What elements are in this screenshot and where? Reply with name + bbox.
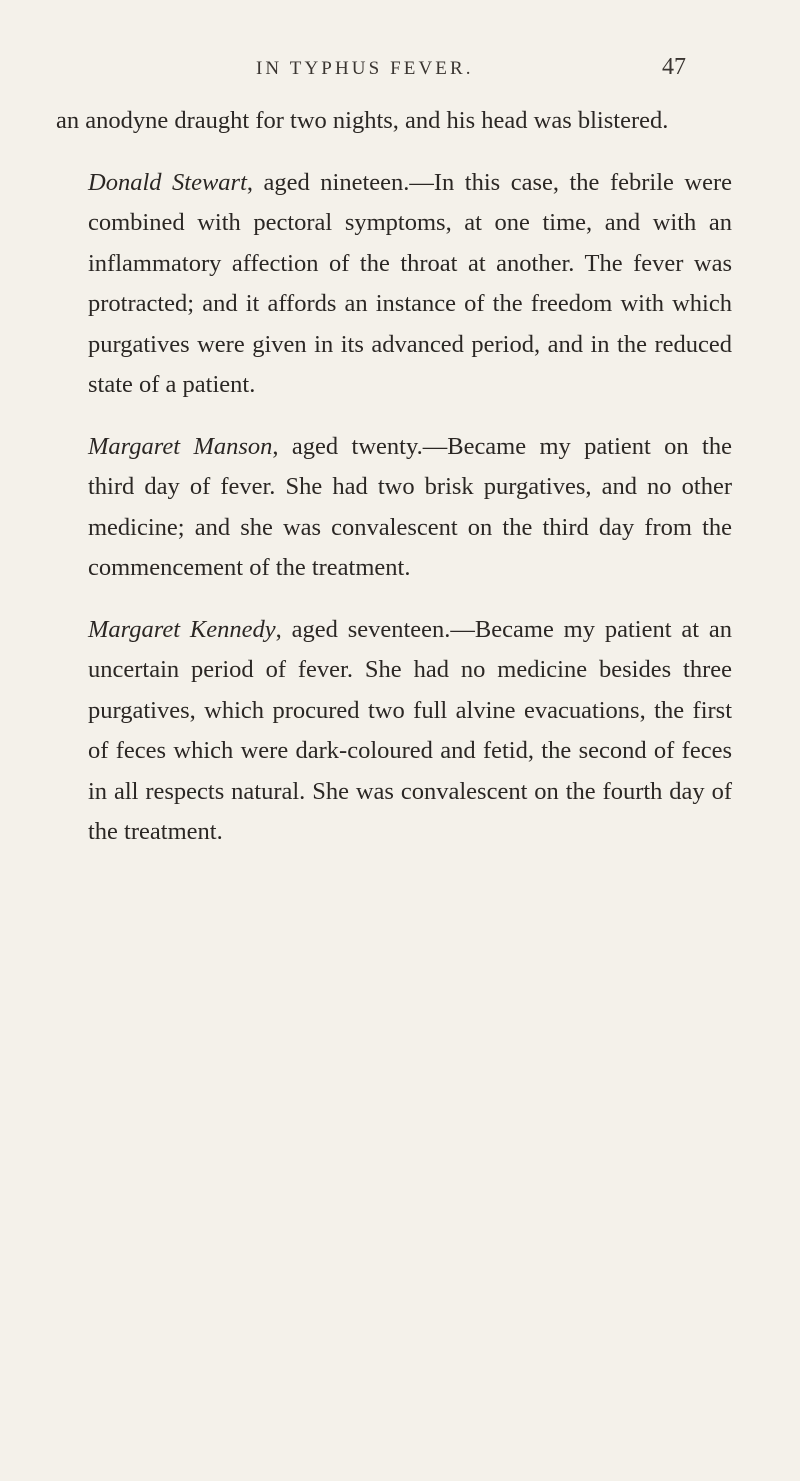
case-text: , aged nineteen.—In this case, the febrile were combined with pectoral symptoms, at one time, and with an inflammatory affection of the throat at another. The fever was protracted; and it affords an instance of the freedom with which purgatives were given in its advanced period, and in the reduced state of a patient. [88, 168, 732, 398]
case-name: Margaret Manson [88, 432, 273, 460]
case-text: , aged twenty.—Became my patient on the third day of fever. She had two brisk purgatives, and no other medicine; and she was convalescent on the third day from the commencement of the treatment. [88, 432, 732, 581]
case-donald-stewart [88, 163, 732, 406]
case-text: , aged seventeen.—Became my patient at an uncertain period of fever. She had no medicine besides three purgatives, which procured two full alvine evacuations, the first of feces which were dark-coloured and fetid, the second of feces in all respects natural. She was convalescent on the fourth day of the treatment. [88, 615, 732, 845]
case-margaret-manson [88, 427, 732, 589]
case-name: Donald Stewart [88, 168, 247, 196]
case-name: Margaret Kennedy [88, 615, 276, 643]
page-number: 47 [662, 54, 686, 80]
case-margaret-kennedy [88, 610, 732, 853]
running-title: IN TYPHUS FEVER. [256, 58, 474, 79]
continuation-paragraph: an anodyne draught for two nights, and his head was blistered. [56, 107, 669, 134]
page-header [0, 54, 800, 92]
body-text [56, 101, 732, 853]
